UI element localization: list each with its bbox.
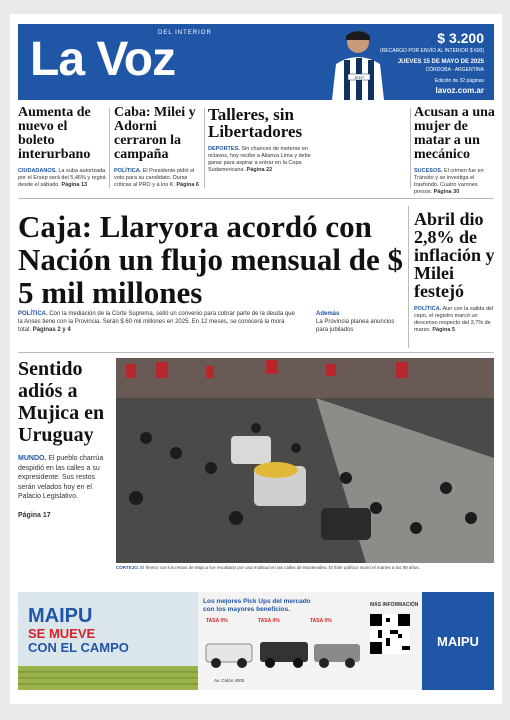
teaser-talleres[interactable]	[208, 106, 320, 192]
svg-text:JEEP: JEEP	[353, 75, 365, 80]
price-note: (RECARGO POR ENVÍO AL INTERIOR $ 600)	[379, 48, 484, 54]
main-headline[interactable]: Caja: Llaryora acordó con Nación un flujo mensual de $ 5 mil millones	[18, 209, 403, 310]
main-story-text: POLÍTICA. Con la mediación de la Corte Suprema, selló un convenio para cobrar parte de la deuda que la Anses tiene con la Provincia. Serán $ 60 mil millones en 2025. En 12 meses, se conocerá la mora total. Páginas 2 y 4	[18, 311, 295, 333]
football-player-photo	[318, 24, 398, 100]
ad-title: Los mejores Pick Ups del mercado	[203, 598, 311, 605]
column-divider	[408, 206, 409, 348]
inflation-headline[interactable]: Abril dio 2,8% de inflación y Milei festejó	[414, 209, 495, 301]
maipu-advertisement[interactable]	[18, 592, 494, 690]
crop-field-illustration	[18, 666, 198, 690]
newspaper-logo: La Voz	[30, 33, 176, 86]
qr-code-icon[interactable]	[370, 614, 410, 654]
mujica-text: MUNDO. El pueblo charrúa despidió en las calles a su expresidente. Sus restos serán velados hoy en el Palacio Legislativo. Página 17	[18, 455, 104, 519]
ad-slogan-line1: SE MUEVE	[28, 626, 96, 641]
photo-caption: CORTEJO. El féretro con los restos de Mujica fue escoltado por una multitud en las calles de Montevideo. El líder político murió el martes a los 89 años.	[116, 565, 420, 570]
pickup-trucks-illustration	[204, 632, 364, 672]
website-link[interactable]: lavoz.com.ar	[435, 86, 484, 95]
teaser-text: POLÍTICA. El Presidente pidió el voto para su candidato. Duras críticas al PRO y a los K. Página 6	[114, 168, 199, 188]
mujica-headline[interactable]: Sentido adiós a Mujica en Uruguay	[18, 358, 105, 446]
column-divider	[204, 108, 205, 188]
teaser-text: SUCESOS. El crimen fue en Tránsito y se investiga el trasfondo. Cuatro varones presos. Página 30	[414, 168, 484, 195]
ad-subtitle: con los mayores beneficios.	[203, 606, 291, 613]
teaser-bus-fare[interactable]	[18, 106, 106, 192]
edition-info: Edición de 32 páginas	[434, 78, 484, 84]
section-divider	[18, 352, 494, 353]
main-story-sidebar: Además La Provincia planea anuncios para jubilados	[316, 311, 395, 333]
teaser-title: Aumenta de nuevo el boleto interurbano	[18, 105, 91, 162]
masthead	[18, 24, 494, 100]
issue-date: JUEVES 15 DE MAYO DE 2025	[397, 59, 484, 65]
ad-rate-3: TASA 0%	[310, 618, 332, 624]
ad-rate-2: TASA 0%	[258, 618, 280, 624]
teaser-mechanic-crime[interactable]	[414, 105, 496, 195]
column-divider	[109, 108, 110, 188]
ad-info-label: MÁS INFORMACIÓN	[370, 602, 419, 608]
column-divider	[410, 108, 411, 188]
inflation-text: POLÍTICA. Aun con la salida del cepo, el registro marcó un descenso respecto del 3,7% de marzo. Página 5	[414, 306, 494, 333]
price: $ 3.200	[437, 30, 484, 46]
teaser-title: Talleres, sin Libertadores	[208, 105, 303, 141]
teaser-title: Acusan a una mujer de matar a un mecánico	[414, 105, 495, 162]
ad-address: Av. Colón 4000	[214, 678, 245, 683]
teaser-milei-campaign[interactable]	[114, 106, 200, 192]
ad-brand-button[interactable]: MAIPU	[422, 592, 494, 690]
teaser-title: Caba: Milei y Adorni cerraron la campaña	[114, 105, 196, 162]
ad-rate-1: TASA 0%	[206, 618, 228, 624]
teaser-text: CIUDADANOS. La suba autorizada por el Ersep será del 5,46% y regirá desde el sábado. Página 13	[18, 168, 106, 188]
teaser-text: DEPORTES. Sin chances de meterse en octavos, hoy recibe a Alianza Lima y debe ganar para aspirar a entrar en la Copa Sudamericana. Página 22	[208, 146, 311, 173]
logo-tagline: DEL INTERIOR	[158, 30, 212, 36]
issue-city: CÓRDOBA - ARGENTINA	[425, 67, 484, 73]
ad-slogan-line2: CON EL CAMPO	[28, 640, 129, 655]
ad-brand: MAIPU	[28, 605, 93, 627]
funeral-procession-photo	[116, 358, 494, 563]
newspaper-front-page	[10, 14, 502, 704]
section-divider	[18, 198, 494, 199]
